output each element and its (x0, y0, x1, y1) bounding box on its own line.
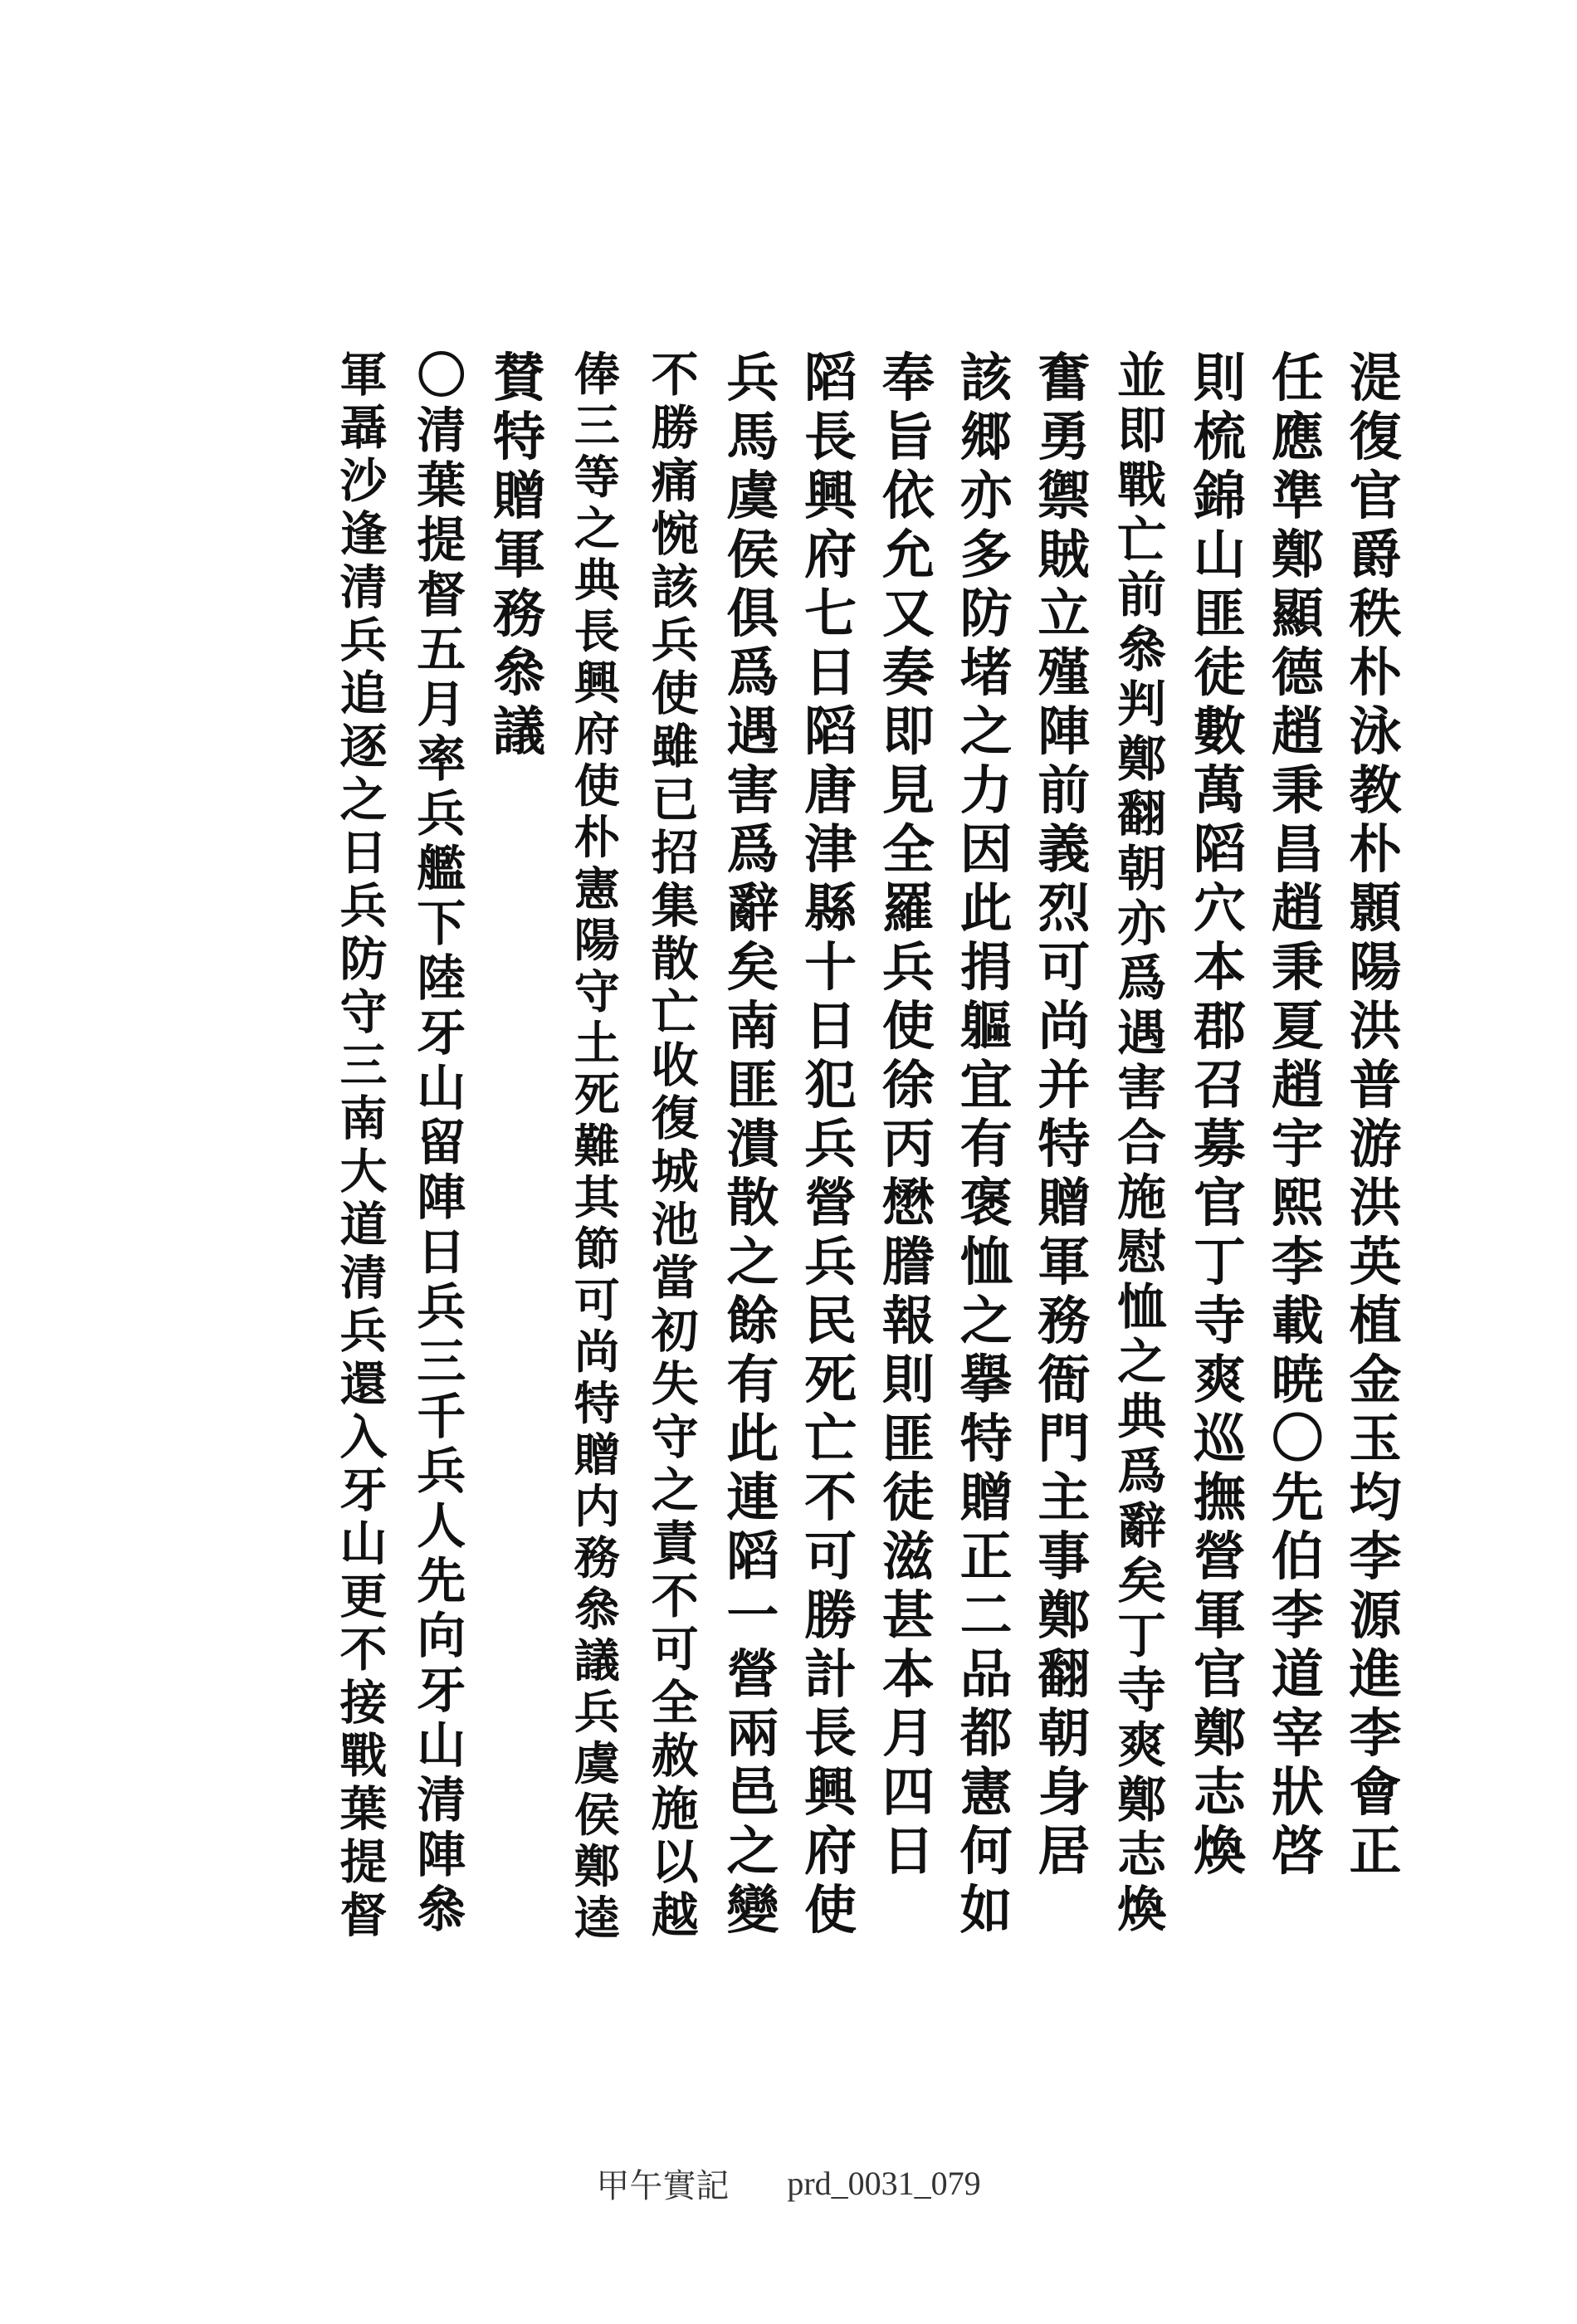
text-column-1: 湜 復 官 爵 秩 朴 泳 教 朴 顥 陽 洪 普 游 洪 英 植 金 玉 均 李 源 進 李 會 正 (1349, 349, 1402, 1882)
text-column-3: 則 梳 錦 山 匪 徒 數 萬 䧟 穴 本 郡 召 募 官 丁 寺 爽 巡 撫 營 軍 官 鄭 志 煥 (1193, 349, 1246, 1882)
text-column-4: 並 即 戰 亡 前 叅 判 鄭 翻 朝 亦 爲 遇 害 合 施 慰 恤 之 典 爲 辭 矣 丁 寺 爽 鄭 志 煥 (1117, 349, 1167, 1938)
text-column-5: 奮 勇 禦 賊 立 殣 陣 前 義 烈 可 尚 并 特 贈 軍 務 衙 門 主 事 鄭 翻 朝 身 居 (1038, 349, 1091, 1882)
text-column-12: 賛 特 贈 軍 務 叅 議 (493, 349, 546, 762)
text-column-10: 不 勝 痛 惋 該 兵 使 雖 已 招 集 散 亡 收 復 城 池 當 初 失 守 之 責 不 可 全 赦 施 以 越 (651, 349, 699, 1943)
text-column-9: 兵 馬 虞 侯 俱 爲 遇 害 爲 辭 矣 南 匪 潰 散 之 餘 有 此 連 䧟 一 營 兩 邑 之 變 (726, 349, 779, 1941)
vertical-text-block (332, 349, 1407, 1959)
text-column-7: 奉 旨 依 允 又 奏 即 見 全 羅 兵 使 徐 丙 懋 謄 報 則 匪 徒 滋 甚 本 月 四 日 (881, 349, 935, 1882)
text-column-11: 俸 三 等 之 典 長 興 府 使 朴 憲 陽 守 土 死 難 其 節 可 尚 特 贈 内 務 叅 議 兵 虞 侯 鄭 逵 (574, 349, 620, 1945)
text-column-2: 任 應 準 鄭 顯 德 趙 秉 昌 趙 秉 夏 趙 宇 熙 李 載 暁 〇 先 伯 李 道 宰 狀 啓 (1271, 349, 1324, 1882)
text-column-8: 䧟 長 興 府 七 日 䧟 唐 津 縣 十 日 犯 兵 營 兵 民 死 亡 不 可 勝 計 長 興 府 使 (804, 349, 857, 1941)
text-column-6: 該 郷 亦 多 防 堵 之 力 因 此 捐 軀 宜 有 褒 恤 之 擧 特 贈 正 二 品 都 憲 何 如 (959, 349, 1013, 1941)
page-id: prd_0031_079 (787, 2164, 981, 2202)
page-footer (0, 2158, 1577, 2208)
book-title: 甲午實記 (596, 2166, 730, 2204)
text-column-14: 軍 聶 沙 逢 清 兵 追 逐 之 日 兵 防 守 三 南 大 道 清 兵 還 入 牙 山 更 不 接 戰 葉 提 督 (339, 349, 388, 1943)
text-column-13: 〇 清 葉 提 督 五 月 率 兵 艦 下 陸 牙 山 留 陣 日 兵 三 千 兵 人 先 向 牙 山 清 陣 叅 (417, 349, 466, 1938)
